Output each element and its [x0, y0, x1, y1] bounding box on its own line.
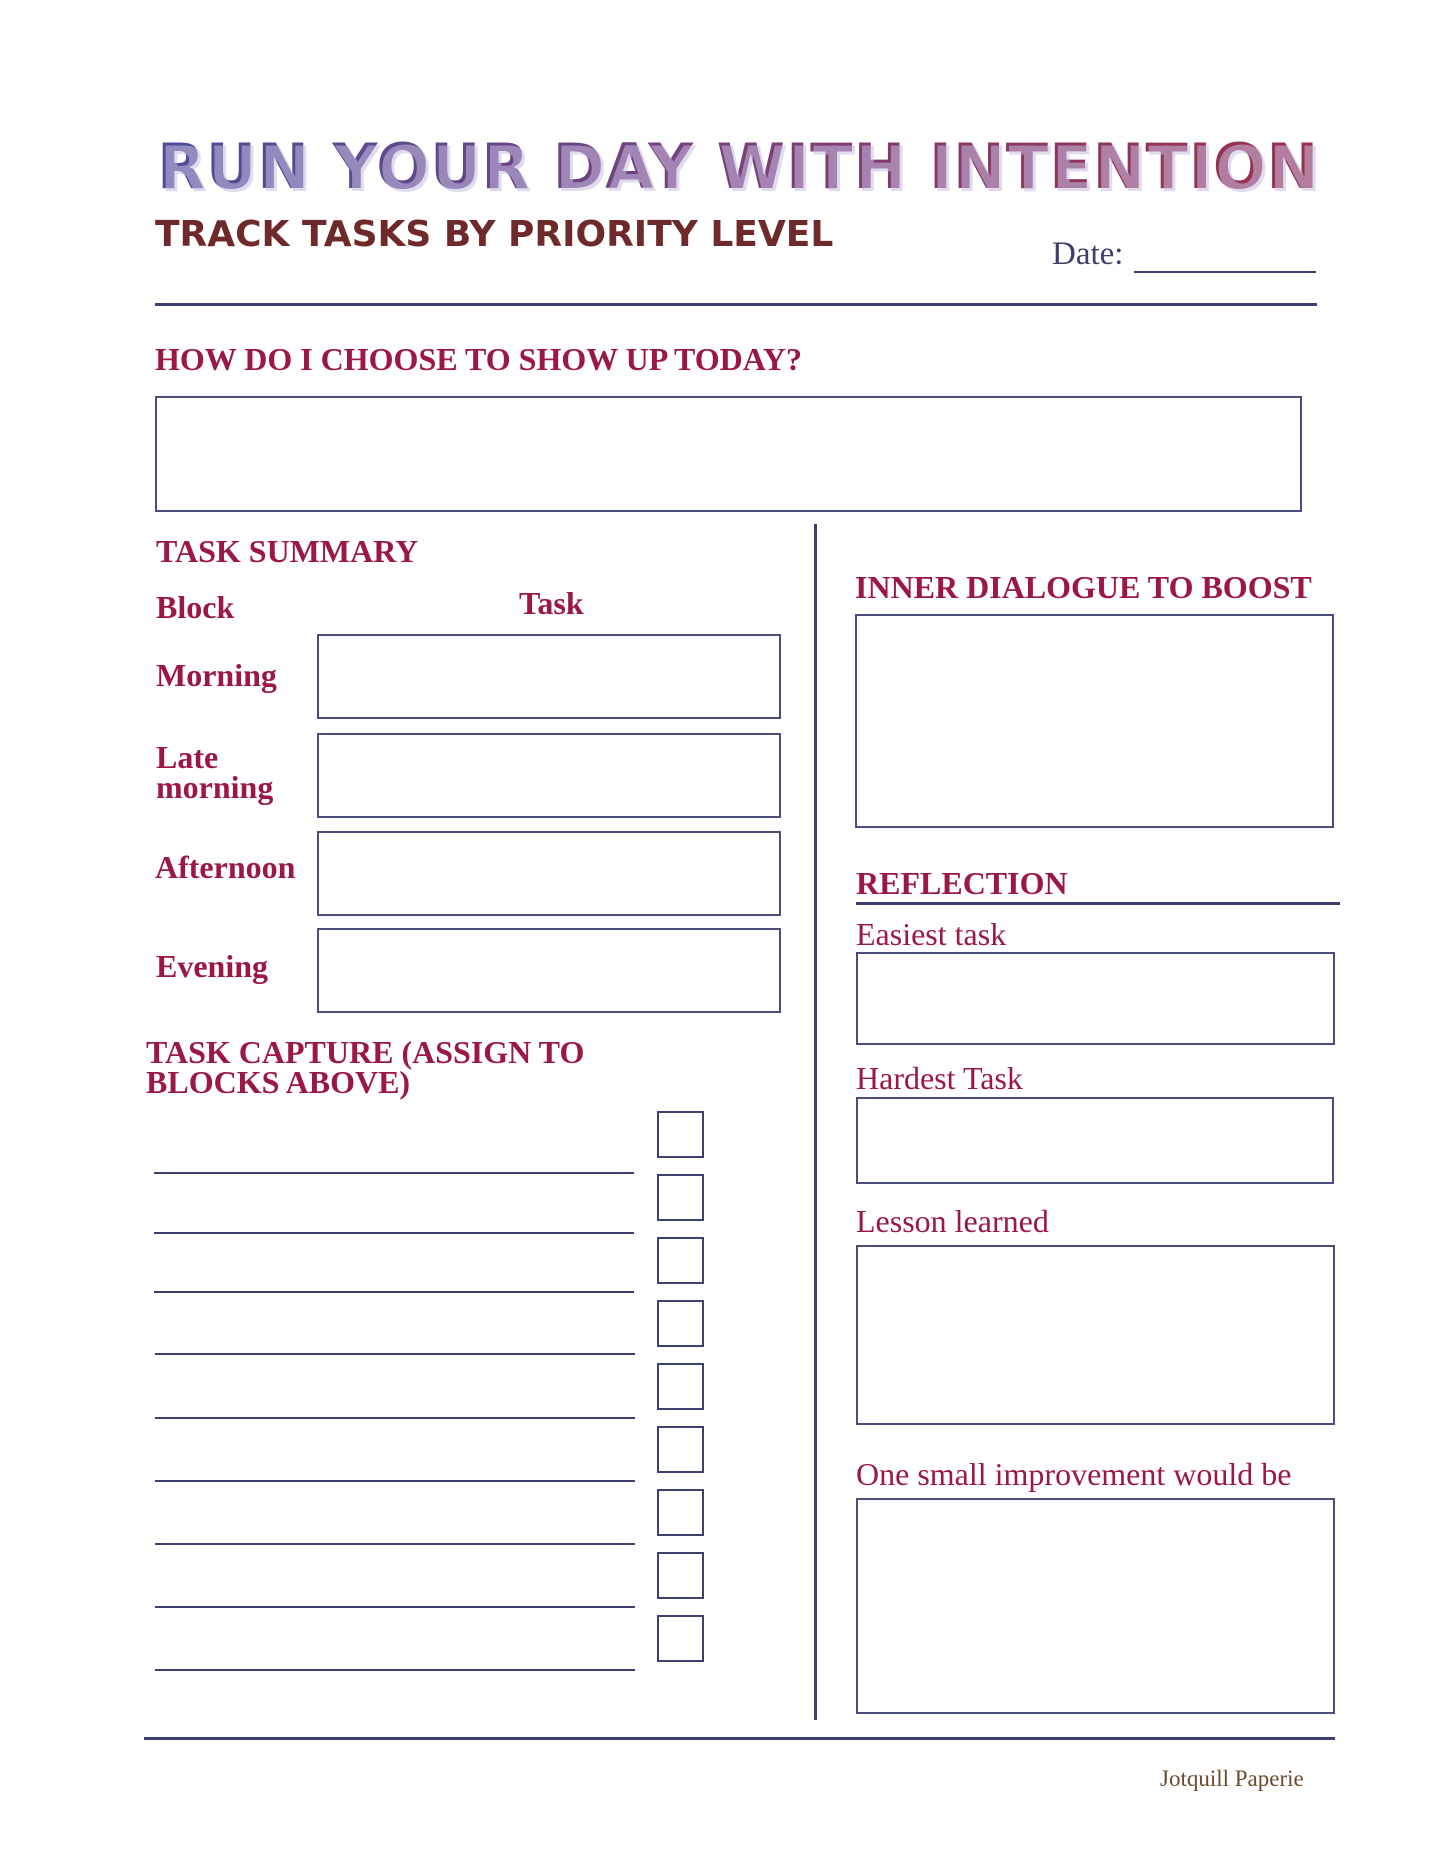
- reflection-hardest-label: Hardest Task: [856, 1060, 1023, 1096]
- page-subtitle: TRACK TASKS BY PRIORITY LEVEL: [155, 214, 834, 255]
- footer-divider: [144, 1737, 1335, 1740]
- block-label-late-morning: Late morning: [156, 739, 274, 805]
- task-checkbox[interactable]: [657, 1426, 704, 1473]
- block-column-header: Block: [156, 589, 235, 625]
- task-capture-line[interactable]: [155, 1669, 635, 1671]
- reflection-heading: REFLECTION: [856, 865, 1068, 901]
- block-label-afternoon: Afternoon: [155, 849, 296, 885]
- task-capture-line[interactable]: [154, 1232, 634, 1234]
- task-box-afternoon[interactable]: [317, 831, 781, 916]
- task-checkbox[interactable]: [657, 1300, 704, 1347]
- inner-dialogue-box[interactable]: [855, 614, 1334, 828]
- page-title: RUN YOUR DAY WITH INTENTION: [157, 130, 1320, 203]
- intention-heading: HOW DO I CHOOSE TO SHOW UP TODAY?: [155, 341, 803, 377]
- task-capture-line[interactable]: [154, 1172, 634, 1174]
- reflection-hardest-box[interactable]: [856, 1097, 1334, 1184]
- reflection-lesson-box[interactable]: [856, 1245, 1335, 1425]
- task-checkbox[interactable]: [657, 1489, 704, 1536]
- intention-box[interactable]: [155, 396, 1302, 512]
- inner-dialogue-heading: INNER DIALOGUE TO BOOST: [855, 569, 1312, 605]
- task-capture-line[interactable]: [155, 1606, 635, 1608]
- reflection-improvement-box[interactable]: [856, 1498, 1335, 1714]
- column-divider: [814, 524, 817, 1720]
- task-checkbox[interactable]: [657, 1552, 704, 1599]
- task-capture-line[interactable]: [155, 1480, 635, 1482]
- task-summary-heading: TASK SUMMARY: [156, 533, 419, 569]
- task-capture-line[interactable]: [155, 1543, 635, 1545]
- block-label-evening: Evening: [156, 948, 269, 984]
- date-field-line[interactable]: [1134, 271, 1316, 273]
- task-checkbox[interactable]: [657, 1237, 704, 1284]
- task-column-header: Task: [519, 585, 584, 621]
- task-box-morning[interactable]: [317, 634, 781, 719]
- task-checkbox[interactable]: [657, 1615, 704, 1662]
- task-box-late-morning[interactable]: [317, 733, 781, 818]
- brand-name: Jotquill Paperie: [1160, 1766, 1304, 1791]
- task-capture-line[interactable]: [155, 1417, 635, 1419]
- reflection-improvement-label: One small improvement would be: [856, 1456, 1292, 1492]
- reflection-easiest-box[interactable]: [856, 952, 1335, 1045]
- date-label: Date:: [1052, 236, 1124, 272]
- task-checkbox[interactable]: [657, 1111, 704, 1158]
- header-divider: [155, 303, 1317, 306]
- reflection-easiest-label: Easiest task: [856, 916, 1007, 952]
- task-checkbox[interactable]: [657, 1174, 704, 1221]
- task-checkbox[interactable]: [657, 1363, 704, 1410]
- reflection-lesson-label: Lesson learned: [856, 1203, 1049, 1239]
- task-capture-heading: TASK CAPTURE (ASSIGN TO BLOCKS ABOVE): [146, 1034, 585, 1100]
- block-label-morning: Morning: [156, 657, 277, 693]
- task-box-evening[interactable]: [317, 928, 781, 1013]
- reflection-divider: [856, 902, 1340, 905]
- task-capture-line[interactable]: [155, 1353, 635, 1355]
- task-capture-line[interactable]: [154, 1291, 634, 1293]
